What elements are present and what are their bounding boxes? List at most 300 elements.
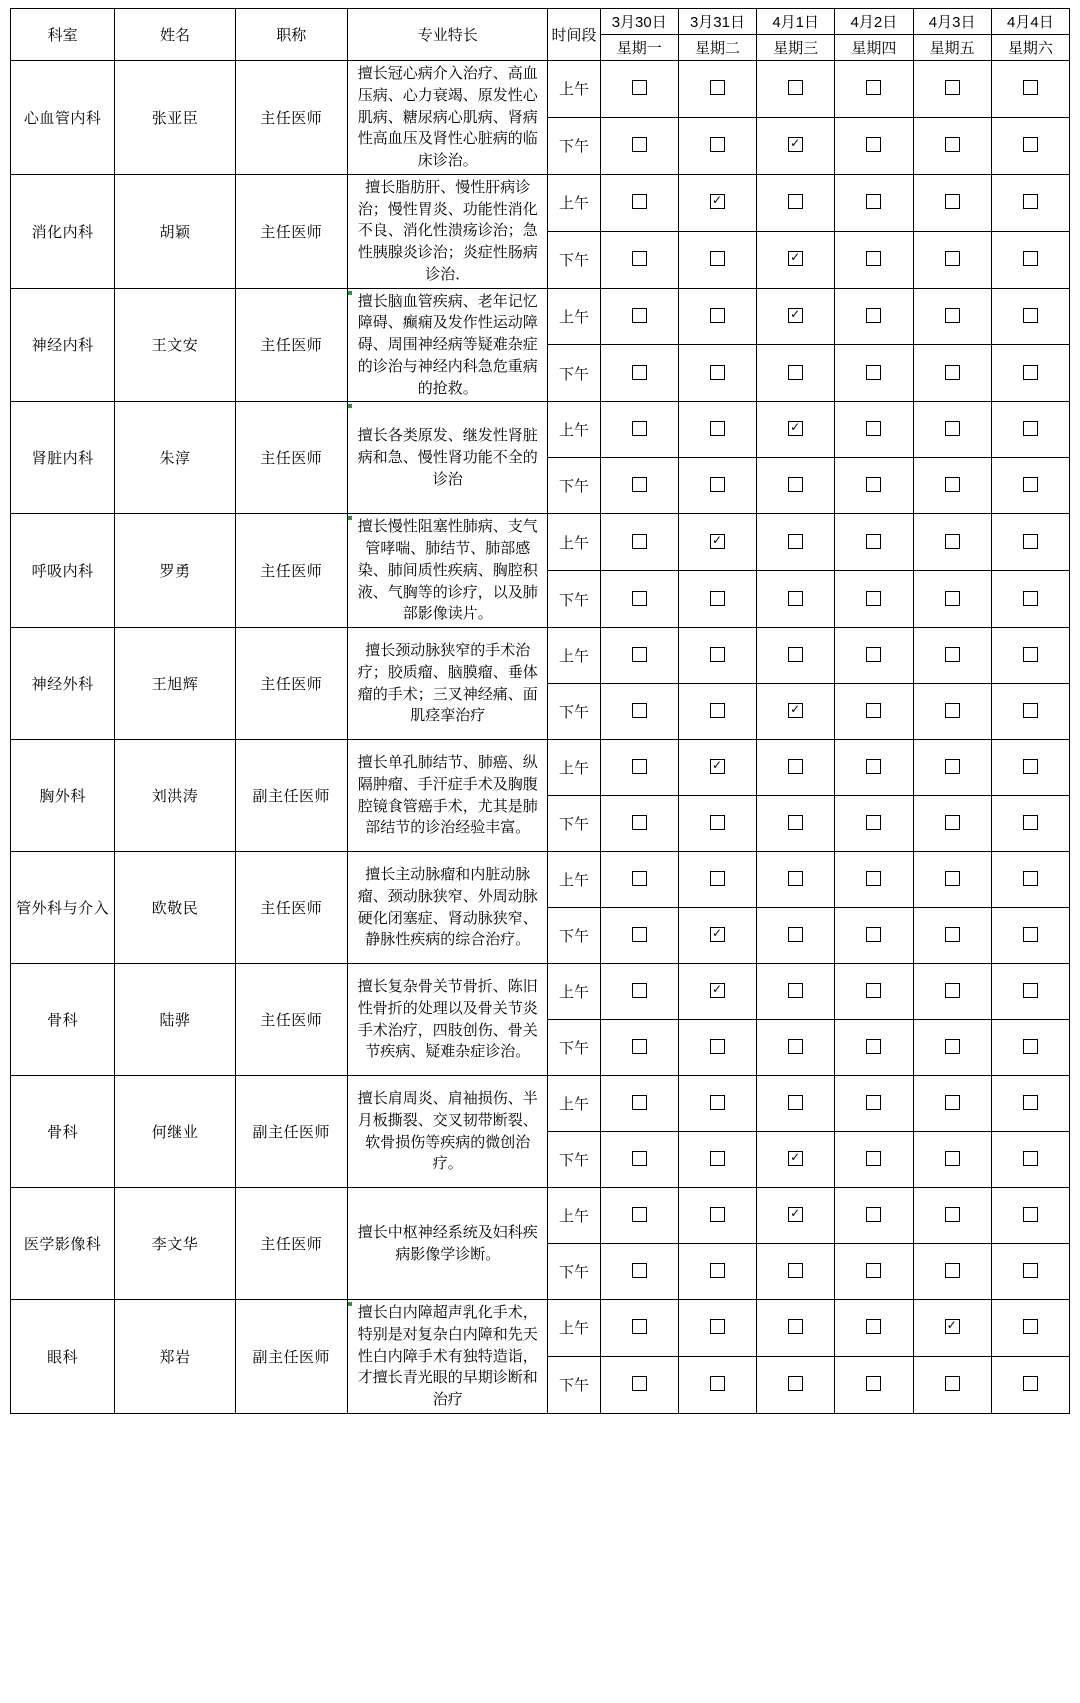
checkbox-icon[interactable] [1023,927,1038,942]
checkbox-icon[interactable] [866,871,881,886]
checkbox-icon[interactable] [1023,80,1038,95]
cell-slot-am-day-5[interactable] [991,1076,1069,1132]
cell-slot-pm-day-1[interactable] [678,1356,756,1413]
checkbox-icon[interactable] [945,1151,960,1166]
cell-slot-am-day-4[interactable] [913,402,991,458]
checkbox-icon[interactable] [788,647,803,662]
cell-slot-pm-day-2[interactable] [757,345,835,402]
checkbox-icon[interactable] [788,80,803,95]
checkbox-icon[interactable] [632,194,647,209]
cell-slot-pm-day-2[interactable] [757,231,835,288]
cell-slot-pm-day-5[interactable] [991,796,1069,852]
cell-slot-am-day-1[interactable] [678,964,756,1020]
checkbox-icon[interactable] [788,591,803,606]
cell-slot-am-day-1[interactable] [678,1076,756,1132]
cell-slot-am-day-4[interactable] [913,288,991,345]
checkbox-icon[interactable] [945,534,960,549]
checkbox-icon[interactable] [788,1263,803,1278]
checkbox-icon[interactable] [710,1376,725,1391]
cell-slot-am-day-4[interactable] [913,740,991,796]
cell-slot-pm-day-1[interactable] [678,458,756,514]
header-dept: 科室 [11,9,115,61]
checkbox-icon[interactable] [1023,477,1038,492]
cell-slot-am-day-2[interactable] [757,1188,835,1244]
cell-slot-am-day-0[interactable] [600,964,678,1020]
cell-slot-am-day-2[interactable] [757,61,835,118]
checkbox-icon[interactable] [1023,365,1038,380]
checkbox-icon[interactable] [710,591,725,606]
cell-slot-pm-day-1[interactable] [678,571,756,628]
cell-slot-am-day-2[interactable] [757,964,835,1020]
cell-slot-pm-day-0[interactable] [600,908,678,964]
cell-slot-am-day-1[interactable] [678,288,756,345]
checkbox-icon[interactable] [788,983,803,998]
checkbox-icon[interactable] [945,365,960,380]
cell-slot-am-day-4[interactable] [913,514,991,571]
cell-slot-am-day-0[interactable] [600,740,678,796]
cell-slot-am-day-0[interactable] [600,1188,678,1244]
checkbox-icon[interactable] [632,534,647,549]
cell-slot-pm-day-2[interactable] [757,908,835,964]
cell-slot-am-day-2[interactable] [757,174,835,231]
checkbox-checked-icon[interactable] [788,703,803,718]
cell-slot-am-day-0[interactable] [600,628,678,684]
cell-slot-pm-day-4[interactable] [913,345,991,402]
checkbox-icon[interactable] [632,251,647,266]
checkbox-icon[interactable] [866,251,881,266]
cell-slot-pm-day-4[interactable] [913,796,991,852]
cell-slot-pm-day-3[interactable] [835,231,913,288]
checkbox-icon[interactable] [632,477,647,492]
cell-slot-pm-day-4[interactable] [913,684,991,740]
cell-slot-pm-day-5[interactable] [991,231,1069,288]
checkbox-icon[interactable] [710,1207,725,1222]
checkbox-icon[interactable] [945,647,960,662]
cell-slot-am-day-0[interactable] [600,1300,678,1357]
cell-period-pm: 下午 [548,1356,600,1413]
checkbox-icon[interactable] [866,1207,881,1222]
checkbox-icon[interactable] [866,647,881,662]
checkbox-icon[interactable] [788,1039,803,1054]
cell-slot-pm-day-3[interactable] [835,458,913,514]
checkbox-checked-icon[interactable] [945,1319,960,1334]
checkbox-icon[interactable] [632,308,647,323]
checkbox-icon[interactable] [710,308,725,323]
cell-slot-am-day-2[interactable] [757,740,835,796]
cell-slot-am-day-5[interactable] [991,964,1069,1020]
checkbox-icon[interactable] [945,80,960,95]
checkbox-icon[interactable] [945,703,960,718]
checkbox-checked-icon[interactable] [788,251,803,266]
checkbox-icon[interactable] [1023,983,1038,998]
checkbox-icon[interactable] [788,871,803,886]
checkbox-icon[interactable] [1023,194,1038,209]
cell-slot-am-day-4[interactable] [913,1188,991,1244]
checkbox-icon[interactable] [866,534,881,549]
checkbox-icon[interactable] [1023,421,1038,436]
cell-slot-pm-day-1[interactable] [678,1020,756,1076]
cell-slot-am-day-2[interactable] [757,1300,835,1357]
cell-slot-am-day-4[interactable] [913,628,991,684]
checkbox-icon[interactable] [710,365,725,380]
cell-slot-pm-day-5[interactable] [991,1132,1069,1188]
checkbox-icon[interactable] [710,80,725,95]
cell-slot-pm-day-5[interactable] [991,345,1069,402]
cell-slot-pm-day-1[interactable] [678,796,756,852]
cell-department: 肾脏内科 [11,402,115,514]
checkbox-icon[interactable] [1023,591,1038,606]
cell-slot-pm-day-4[interactable] [913,908,991,964]
cell-slot-am-day-5[interactable] [991,852,1069,908]
cell-slot-pm-day-1[interactable] [678,684,756,740]
cell-slot-am-day-1[interactable] [678,61,756,118]
checkbox-icon[interactable] [945,927,960,942]
checkbox-icon[interactable] [788,1376,803,1391]
checkbox-icon[interactable] [710,1039,725,1054]
checkbox-icon[interactable] [866,759,881,774]
checkbox-icon[interactable] [945,1376,960,1391]
cell-slot-pm-day-0[interactable] [600,571,678,628]
checkbox-icon[interactable] [945,815,960,830]
checkbox-icon[interactable] [632,1319,647,1334]
cell-slot-am-day-3[interactable] [835,964,913,1020]
checkbox-icon[interactable] [945,477,960,492]
cell-slot-am-day-3[interactable] [835,402,913,458]
cell-slot-pm-day-2[interactable] [757,117,835,174]
cell-slot-am-day-3[interactable] [835,61,913,118]
cell-slot-am-day-5[interactable] [991,174,1069,231]
cell-slot-pm-day-2[interactable] [757,1244,835,1300]
cell-slot-am-day-0[interactable] [600,852,678,908]
cell-slot-am-day-2[interactable] [757,288,835,345]
checkbox-icon[interactable] [866,1319,881,1334]
cell-slot-am-day-5[interactable] [991,1300,1069,1357]
cell-slot-pm-day-4[interactable] [913,1244,991,1300]
checkbox-checked-icon[interactable] [788,421,803,436]
cell-slot-am-day-3[interactable] [835,1188,913,1244]
checkbox-icon[interactable] [866,194,881,209]
checkbox-icon[interactable] [710,1319,725,1334]
cell-slot-pm-day-4[interactable] [913,117,991,174]
cell-slot-pm-day-0[interactable] [600,1132,678,1188]
checkbox-icon[interactable] [1023,1319,1038,1334]
cell-slot-am-day-5[interactable] [991,288,1069,345]
cell-job-title: 副主任医师 [235,1076,347,1188]
checkbox-icon[interactable] [710,137,725,152]
cell-slot-pm-day-3[interactable] [835,1356,913,1413]
cell-slot-pm-day-3[interactable] [835,345,913,402]
checkbox-icon[interactable] [866,80,881,95]
cell-slot-am-day-5[interactable] [991,1188,1069,1244]
cell-slot-am-day-4[interactable] [913,174,991,231]
checkbox-icon[interactable] [866,815,881,830]
checkbox-icon[interactable] [1023,308,1038,323]
cell-specialty: 擅长脂肪肝、慢性肝病诊治；慢性胃炎、功能性消化不良、消化性溃疡诊治；急性胰腺炎诊治；炎症性肠病诊治． [347,174,548,288]
checkbox-icon[interactable] [710,703,725,718]
cell-period-am: 上午 [548,174,600,231]
checkbox-icon[interactable] [632,983,647,998]
cell-slot-pm-day-0[interactable] [600,1020,678,1076]
cell-slot-am-day-4[interactable] [913,1300,991,1357]
cell-slot-am-day-2[interactable] [757,402,835,458]
cell-slot-am-day-2[interactable] [757,852,835,908]
checkbox-icon[interactable] [632,421,647,436]
cell-slot-am-day-3[interactable] [835,852,913,908]
checkbox-icon[interactable] [788,194,803,209]
checkbox-icon[interactable] [632,871,647,886]
checkbox-icon[interactable] [866,1095,881,1110]
cell-slot-am-day-0[interactable] [600,1076,678,1132]
cell-slot-am-day-2[interactable] [757,628,835,684]
checkbox-checked-icon[interactable] [788,308,803,323]
cell-slot-pm-day-3[interactable] [835,908,913,964]
cell-slot-pm-day-4[interactable] [913,1020,991,1076]
checkbox-checked-icon[interactable] [710,534,725,549]
checkbox-checked-icon[interactable] [788,1207,803,1222]
checkbox-icon[interactable] [866,1039,881,1054]
checkbox-icon[interactable] [945,137,960,152]
cell-slot-am-day-1[interactable] [678,402,756,458]
checkbox-icon[interactable] [632,1039,647,1054]
cell-slot-am-day-3[interactable] [835,288,913,345]
cell-slot-pm-day-1[interactable] [678,1244,756,1300]
checkbox-icon[interactable] [1023,647,1038,662]
checkbox-icon[interactable] [945,871,960,886]
checkbox-icon[interactable] [1023,871,1038,886]
cell-slot-am-day-4[interactable] [913,61,991,118]
cell-slot-am-day-4[interactable] [913,964,991,1020]
checkbox-icon[interactable] [1023,759,1038,774]
cell-slot-pm-day-4[interactable] [913,1356,991,1413]
checkbox-icon[interactable] [1023,1207,1038,1222]
cell-slot-pm-day-1[interactable] [678,1132,756,1188]
cell-slot-pm-day-0[interactable] [600,345,678,402]
checkbox-icon[interactable] [866,591,881,606]
checkbox-icon[interactable] [1023,1263,1038,1278]
checkbox-icon[interactable] [945,1207,960,1222]
checkbox-icon[interactable] [632,647,647,662]
checkbox-icon[interactable] [710,251,725,266]
cell-slot-am-day-3[interactable] [835,174,913,231]
checkbox-icon[interactable] [632,1151,647,1166]
checkbox-icon[interactable] [788,477,803,492]
cell-slot-pm-day-2[interactable] [757,796,835,852]
checkbox-icon[interactable] [866,983,881,998]
cell-slot-am-day-1[interactable] [678,174,756,231]
cell-slot-am-day-4[interactable] [913,1076,991,1132]
checkbox-icon[interactable] [632,137,647,152]
cell-slot-pm-day-0[interactable] [600,684,678,740]
cell-specialty: 擅长单孔肺结节、肺癌、纵隔肿瘤、手汗症手术及胸腹腔镜食管癌手术，尤其是肺部结节的诊治经验丰富。 [347,740,548,852]
checkbox-icon[interactable] [945,759,960,774]
cell-slot-pm-day-5[interactable] [991,458,1069,514]
cell-slot-pm-day-5[interactable] [991,1020,1069,1076]
cell-slot-am-day-0[interactable] [600,61,678,118]
cell-slot-am-day-1[interactable] [678,1300,756,1357]
cell-slot-am-day-0[interactable] [600,402,678,458]
cell-department: 医学影像科 [11,1188,115,1300]
checkbox-icon[interactable] [632,80,647,95]
checkbox-icon[interactable] [1023,815,1038,830]
cell-slot-pm-day-4[interactable] [913,1132,991,1188]
checkbox-icon[interactable] [945,194,960,209]
cell-slot-am-day-0[interactable] [600,174,678,231]
cell-slot-pm-day-2[interactable] [757,1356,835,1413]
cell-slot-am-day-5[interactable] [991,740,1069,796]
cell-slot-pm-day-2[interactable] [757,1020,835,1076]
checkbox-icon[interactable] [710,1095,725,1110]
cell-period-am: 上午 [548,1188,600,1244]
cell-slot-pm-day-5[interactable] [991,908,1069,964]
cell-slot-am-day-2[interactable] [757,514,835,571]
checkbox-checked-icon[interactable] [788,137,803,152]
checkbox-icon[interactable] [632,1376,647,1391]
cell-slot-pm-day-3[interactable] [835,117,913,174]
checkbox-icon[interactable] [710,815,725,830]
cell-slot-pm-day-5[interactable] [991,571,1069,628]
cell-slot-pm-day-2[interactable] [757,571,835,628]
cell-slot-pm-day-2[interactable] [757,684,835,740]
checkbox-icon[interactable] [788,815,803,830]
checkbox-icon[interactable] [632,1263,647,1278]
checkbox-icon[interactable] [945,421,960,436]
checkbox-icon[interactable] [632,759,647,774]
cell-slot-pm-day-3[interactable] [835,1244,913,1300]
checkbox-icon[interactable] [632,591,647,606]
cell-slot-pm-day-5[interactable] [991,684,1069,740]
checkbox-icon[interactable] [710,871,725,886]
cell-slot-pm-day-0[interactable] [600,231,678,288]
checkbox-icon[interactable] [945,1095,960,1110]
checkbox-icon[interactable] [1023,1039,1038,1054]
checkbox-icon[interactable] [866,421,881,436]
checkbox-icon[interactable] [1023,703,1038,718]
checkbox-icon[interactable] [788,1095,803,1110]
cell-department: 骨科 [11,964,115,1076]
cell-slot-pm-day-2[interactable] [757,1132,835,1188]
cell-slot-pm-day-0[interactable] [600,458,678,514]
cell-slot-am-day-0[interactable] [600,288,678,345]
checkbox-icon[interactable] [866,308,881,323]
checkbox-icon[interactable] [632,365,647,380]
checkbox-icon[interactable] [632,703,647,718]
checkbox-checked-icon[interactable] [710,759,725,774]
checkbox-icon[interactable] [945,1263,960,1278]
checkbox-icon[interactable] [632,815,647,830]
cell-slot-pm-day-1[interactable] [678,345,756,402]
cell-slot-pm-day-0[interactable] [600,117,678,174]
cell-slot-am-day-0[interactable] [600,514,678,571]
cell-slot-pm-day-0[interactable] [600,796,678,852]
checkbox-icon[interactable] [1023,1151,1038,1166]
checkbox-icon[interactable] [788,365,803,380]
checkbox-icon[interactable] [1023,137,1038,152]
checkbox-icon[interactable] [710,421,725,436]
cell-slot-am-day-1[interactable] [678,1188,756,1244]
checkbox-icon[interactable] [945,983,960,998]
cell-slot-am-day-5[interactable] [991,628,1069,684]
cell-slot-pm-day-4[interactable] [913,231,991,288]
cell-slot-am-day-3[interactable] [835,1300,913,1357]
table-row [11,964,1070,1020]
checkbox-icon[interactable] [632,927,647,942]
cell-slot-pm-day-1[interactable] [678,908,756,964]
checkbox-icon[interactable] [1023,1376,1038,1391]
cell-slot-pm-day-3[interactable] [835,684,913,740]
cell-slot-am-day-3[interactable] [835,514,913,571]
checkbox-icon[interactable] [710,477,725,492]
cell-slot-am-day-3[interactable] [835,628,913,684]
checkbox-icon[interactable] [1023,1095,1038,1110]
checkbox-icon[interactable] [945,251,960,266]
cell-specialty: 擅长肩周炎、肩袖损伤、半月板撕裂、交叉韧带断裂、软骨损伤等疾病的微创治疗。 [347,1076,548,1188]
checkbox-icon[interactable] [866,477,881,492]
checkbox-icon[interactable] [866,927,881,942]
cell-slot-am-day-2[interactable] [757,1076,835,1132]
cell-slot-pm-day-5[interactable] [991,1244,1069,1300]
checkbox-icon[interactable] [632,1207,647,1222]
checkbox-icon[interactable] [788,534,803,549]
cell-slot-am-day-1[interactable] [678,740,756,796]
cell-slot-pm-day-1[interactable] [678,117,756,174]
checkbox-icon[interactable] [866,1376,881,1391]
checkbox-icon[interactable] [866,365,881,380]
cell-slot-pm-day-3[interactable] [835,796,913,852]
cell-slot-am-day-4[interactable] [913,852,991,908]
checkbox-icon[interactable] [788,759,803,774]
checkbox-icon[interactable] [866,703,881,718]
checkbox-icon[interactable] [632,1095,647,1110]
checkbox-icon[interactable] [866,1263,881,1278]
cell-slot-am-day-3[interactable] [835,1076,913,1132]
checkbox-icon[interactable] [710,1151,725,1166]
cell-slot-am-day-5[interactable] [991,61,1069,118]
cell-slot-pm-day-0[interactable] [600,1244,678,1300]
cell-slot-pm-day-3[interactable] [835,571,913,628]
checkbox-checked-icon[interactable] [788,1151,803,1166]
cell-slot-am-day-1[interactable] [678,852,756,908]
cell-slot-am-day-5[interactable] [991,402,1069,458]
cell-slot-pm-day-3[interactable] [835,1132,913,1188]
checkbox-icon[interactable] [788,927,803,942]
cell-slot-pm-day-1[interactable] [678,231,756,288]
cell-slot-pm-day-4[interactable] [913,458,991,514]
checkbox-icon[interactable] [945,308,960,323]
cell-slot-am-day-1[interactable] [678,514,756,571]
cell-slot-pm-day-5[interactable] [991,1356,1069,1413]
cell-slot-pm-day-0[interactable] [600,1356,678,1413]
checkbox-icon[interactable] [1023,534,1038,549]
checkbox-icon[interactable] [866,137,881,152]
cell-slot-am-day-5[interactable] [991,514,1069,571]
checkbox-checked-icon[interactable] [710,983,725,998]
cell-slot-pm-day-3[interactable] [835,1020,913,1076]
checkbox-icon[interactable] [945,1039,960,1054]
checkbox-icon[interactable] [710,1263,725,1278]
checkbox-icon[interactable] [710,647,725,662]
checkbox-icon[interactable] [945,591,960,606]
cell-slot-pm-day-5[interactable] [991,117,1069,174]
checkbox-checked-icon[interactable] [710,194,725,209]
checkbox-icon[interactable] [866,1151,881,1166]
checkbox-icon[interactable] [788,1319,803,1334]
cell-slot-am-day-1[interactable] [678,628,756,684]
cell-slot-pm-day-2[interactable] [757,458,835,514]
cell-slot-pm-day-4[interactable] [913,571,991,628]
checkbox-icon[interactable] [1023,251,1038,266]
cell-slot-am-day-3[interactable] [835,740,913,796]
checkbox-checked-icon[interactable] [710,927,725,942]
